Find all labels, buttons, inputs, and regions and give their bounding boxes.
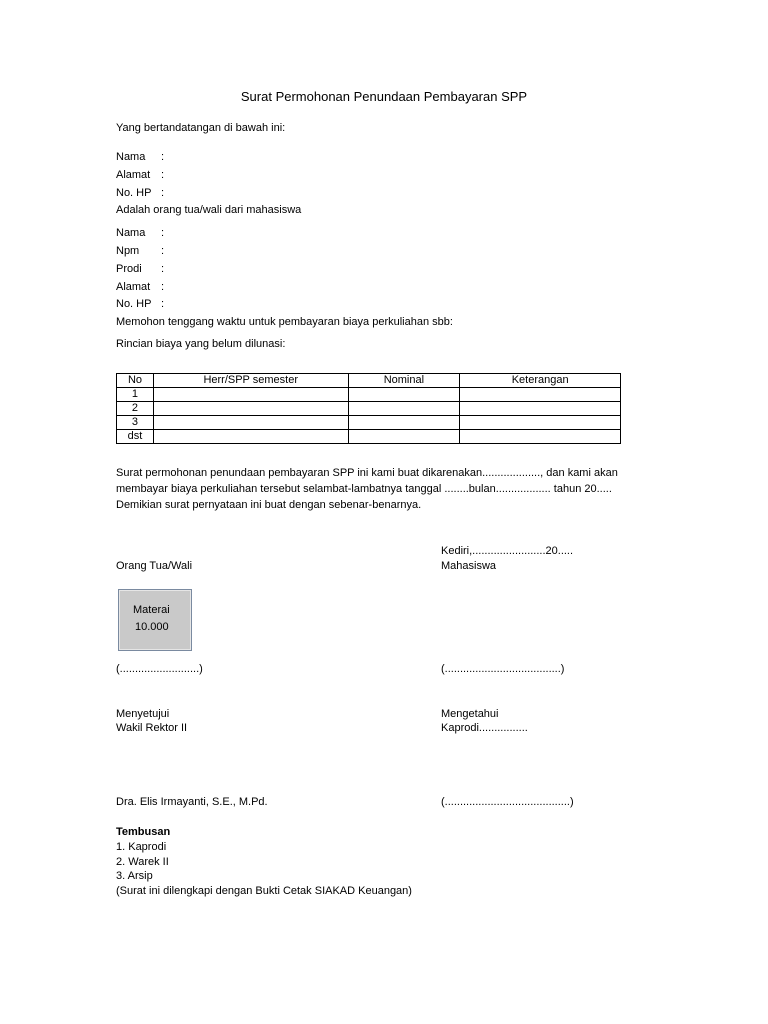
table-row <box>117 430 621 444</box>
parent-field-nama <box>116 150 164 164</box>
table-cell <box>460 416 621 430</box>
kaprodi-signature-blank: (.........................................) <box>441 796 574 808</box>
field-sep: : <box>161 298 165 310</box>
student-field-prodi <box>116 262 164 276</box>
place-date: Kediri,........................20..... <box>441 545 574 557</box>
student-field-nama <box>116 226 164 240</box>
student-field-nohp <box>116 297 164 311</box>
paragraph-line: Surat permohonan penundaan pembayaran SPP ini kami buat dikarenakan..................., dan kami akan <box>116 467 618 479</box>
list-item: 3. Arsip <box>116 870 153 882</box>
stamp-duty-box <box>118 589 192 651</box>
parent-signature-label: Orang Tua/Wali <box>116 560 193 572</box>
stamp-value: 10.000 <box>135 621 169 633</box>
table-cell <box>348 402 460 416</box>
list-item: 2. Warek II <box>116 856 169 868</box>
field-sep: : <box>161 151 165 163</box>
field-label: Nama <box>116 227 146 239</box>
table-row <box>117 402 621 416</box>
column-header: Herr/SPP semester <box>153 374 348 388</box>
intro-text: Yang bertandatangan di bawah ini: <box>116 122 286 134</box>
column-header: Nominal <box>348 374 460 388</box>
field-label: No. HP <box>116 187 152 199</box>
column-header: Keterangan <box>460 374 621 388</box>
table-cell <box>153 388 348 402</box>
details-label: Rincian biaya yang belum dilunasi: <box>116 338 286 350</box>
field-label: No. HP <box>116 298 152 310</box>
column-header: No <box>117 374 154 388</box>
paragraph-line: Demikian surat pernyataan ini buat dengan sebenar-benarnya. <box>116 499 422 511</box>
row-number: 1 <box>117 388 154 402</box>
table-cell <box>153 402 348 416</box>
approver-name: Dra. Elis Irmayanti, S.E., M.Pd. <box>116 796 268 808</box>
field-sep: : <box>161 227 165 239</box>
list-item: 1. Kaprodi <box>116 841 167 853</box>
parent-statement: Adalah orang tua/wali dari mahasiswa <box>116 204 302 216</box>
table-cell <box>460 430 621 444</box>
request-text: Memohon tenggang waktu untuk pembayaran biaya perkuliahan sbb: <box>116 316 453 328</box>
table-cell <box>348 416 460 430</box>
approve-label: Menyetujui <box>116 708 170 720</box>
reason-paragraph <box>116 465 656 513</box>
parent-signature-blank: (..........................) <box>116 663 203 675</box>
row-number: dst <box>117 430 154 444</box>
parent-field-nohp <box>116 186 164 200</box>
table-row <box>117 416 621 430</box>
table-cell <box>153 430 348 444</box>
field-label: Alamat <box>116 281 151 293</box>
tembusan-heading: Tembusan <box>116 826 171 838</box>
tembusan-note: (Surat ini dilengkapi dengan Bukti Cetak SIAKAD Keuangan) <box>116 885 412 897</box>
row-number: 2 <box>117 402 154 416</box>
acknowledge-role: Kaprodi................ <box>441 722 528 734</box>
table-cell <box>153 416 348 430</box>
field-label: Nama <box>116 151 146 163</box>
stamp-label: Materai <box>133 604 170 616</box>
student-field-alamat <box>116 280 164 294</box>
letter-title: Surat Permohonan Penundaan Pembayaran SPP <box>240 89 528 104</box>
field-label: Alamat <box>116 169 151 181</box>
field-sep: : <box>161 187 165 199</box>
student-field-npm <box>116 244 164 258</box>
field-sep: : <box>161 245 165 257</box>
table-header-row <box>117 374 621 388</box>
field-sep: : <box>161 169 165 181</box>
table-row <box>117 388 621 402</box>
table-cell <box>460 388 621 402</box>
table-cell <box>460 402 621 416</box>
approve-role: Wakil Rektor II <box>116 722 188 734</box>
field-sep: : <box>161 263 165 275</box>
field-label: Npm <box>116 245 140 257</box>
student-signature-blank: (......................................) <box>441 663 565 675</box>
paragraph-line: membayar biaya perkuliahan tersebut selambat-lambatnya tanggal ........bulan.................. tahun 20..... <box>116 483 612 495</box>
field-label: Prodi <box>116 263 142 275</box>
field-sep: : <box>161 281 165 293</box>
row-number: 3 <box>117 416 154 430</box>
student-signature-label: Mahasiswa <box>441 560 497 572</box>
table-cell <box>348 388 460 402</box>
table-cell <box>348 430 460 444</box>
parent-field-alamat <box>116 168 164 182</box>
acknowledge-label: Mengetahui <box>441 708 499 720</box>
cost-details-table <box>116 373 621 444</box>
